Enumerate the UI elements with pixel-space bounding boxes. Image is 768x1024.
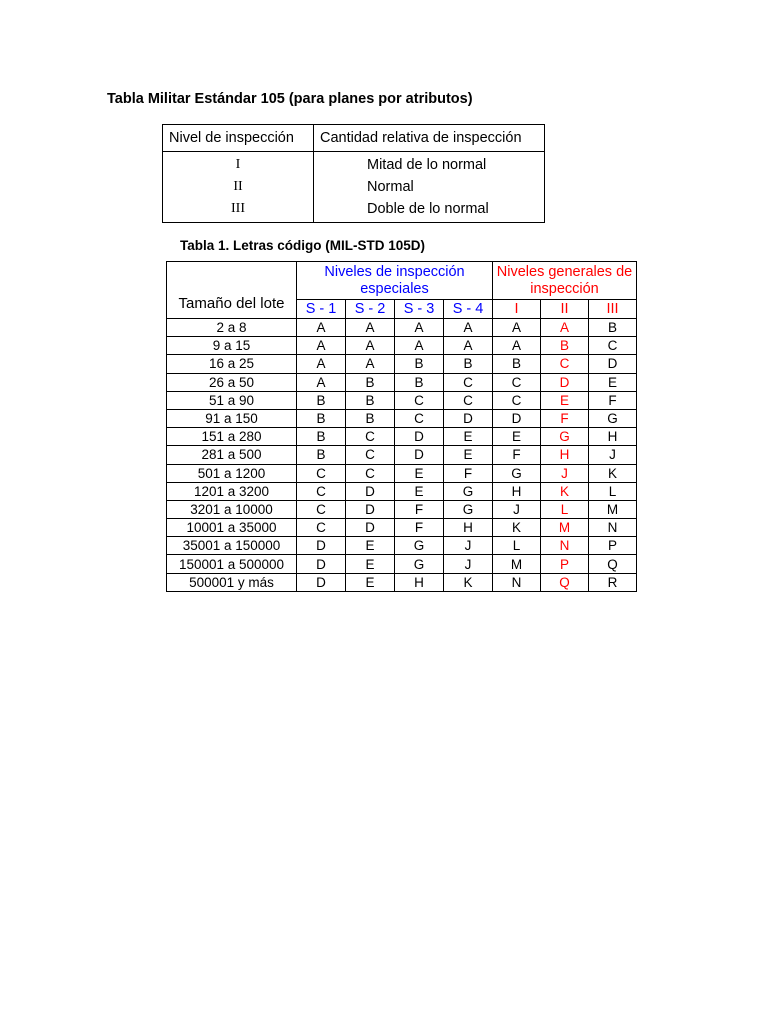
code-letter-cell: F — [589, 391, 637, 409]
general-levels-header: Niveles generales de inspección — [493, 262, 637, 300]
code-letter-cell: G — [589, 409, 637, 427]
code-letter-cell: A — [395, 319, 444, 337]
code-letter-cell: G — [444, 482, 493, 500]
code-letter-cell: F — [395, 500, 444, 518]
code-letter-cell: K — [541, 482, 589, 500]
code-letter-cell: C — [444, 373, 493, 391]
lot-size-cell: 281 a 500 — [167, 446, 297, 464]
code-letter-cell: B — [346, 409, 395, 427]
code-letter-cell: C — [444, 391, 493, 409]
amounts-cell — [314, 152, 545, 223]
code-letter-cell: C — [395, 409, 444, 427]
code-letter-cell: F — [493, 446, 541, 464]
special-level-header: S - 3 — [395, 300, 444, 319]
special-level-header: S - 2 — [346, 300, 395, 319]
table-row — [167, 409, 637, 427]
code-letter-cell: G — [541, 428, 589, 446]
level-value: I — [235, 157, 241, 172]
code-letter-cell: E — [444, 428, 493, 446]
table-row — [167, 537, 637, 555]
code-letter-cell: B — [346, 391, 395, 409]
code-letter-cell: Q — [541, 573, 589, 591]
lot-size-header: Tamaño del lote — [167, 262, 297, 319]
code-letter-cell: A — [444, 319, 493, 337]
code-letter-cell: L — [589, 482, 637, 500]
lot-size-cell: 3201 a 10000 — [167, 500, 297, 518]
code-letter-cell: A — [297, 337, 346, 355]
code-letter-cell: G — [444, 500, 493, 518]
lot-size-cell: 151 a 280 — [167, 428, 297, 446]
code-letter-cell: E — [493, 428, 541, 446]
code-letter-cell: J — [444, 555, 493, 573]
amount-value: Mitad de lo normal — [367, 157, 487, 173]
lot-size-cell: 26 a 50 — [167, 373, 297, 391]
table-row — [167, 519, 637, 537]
code-letter-cell: C — [297, 482, 346, 500]
code-letter-cell: B — [297, 446, 346, 464]
code-letter-cell: A — [395, 337, 444, 355]
amount-value: Normal — [367, 179, 414, 195]
code-letter-cell: B — [493, 355, 541, 373]
amount-value: Doble de lo normal — [367, 201, 489, 217]
code-letter-cell: D — [297, 555, 346, 573]
code-letter-cell: A — [444, 337, 493, 355]
lot-size-cell: 9 a 15 — [167, 337, 297, 355]
code-letter-cell: R — [589, 573, 637, 591]
code-letter-cell: H — [395, 573, 444, 591]
code-letter-cell: E — [395, 464, 444, 482]
code-letter-cell: H — [444, 519, 493, 537]
lot-size-cell: 500001 y más — [167, 573, 297, 591]
code-letter-cell: K — [589, 464, 637, 482]
special-levels-header: Niveles de inspección especiales — [297, 262, 493, 300]
lot-size-cell: 91 a 150 — [167, 409, 297, 427]
code-letter-cell: C — [493, 373, 541, 391]
table-row — [167, 355, 637, 373]
code-letter-cell: M — [589, 500, 637, 518]
table-row — [167, 428, 637, 446]
code-letter-cell: A — [297, 319, 346, 337]
code-letter-cell: C — [297, 519, 346, 537]
code-letter-cell: B — [541, 337, 589, 355]
code-letter-cell: A — [493, 319, 541, 337]
table-row — [167, 391, 637, 409]
code-letters-table — [166, 261, 637, 592]
code-letter-cell: D — [346, 482, 395, 500]
code-letter-cell: C — [395, 391, 444, 409]
table-row — [167, 337, 637, 355]
code-letter-cell: J — [493, 500, 541, 518]
table-row — [167, 464, 637, 482]
code-letter-cell: E — [346, 555, 395, 573]
table-header-row — [163, 125, 545, 152]
code-letter-cell: C — [346, 446, 395, 464]
lot-size-cell: 51 a 90 — [167, 391, 297, 409]
code-letter-cell: F — [395, 519, 444, 537]
table-row — [167, 482, 637, 500]
code-letter-cell: J — [589, 446, 637, 464]
code-letter-cell: M — [493, 555, 541, 573]
code-letter-cell: E — [589, 373, 637, 391]
code-letter-cell: E — [541, 391, 589, 409]
code-letter-cell: K — [493, 519, 541, 537]
level-value: II — [233, 179, 243, 194]
column-header-amount: Cantidad relativa de inspección — [314, 125, 545, 152]
table-row — [167, 555, 637, 573]
lot-size-cell: 35001 a 150000 — [167, 537, 297, 555]
code-letter-cell: B — [395, 355, 444, 373]
code-letter-cell: D — [444, 409, 493, 427]
code-letter-cell: C — [589, 337, 637, 355]
table-row — [167, 319, 637, 337]
lot-size-cell: 16 a 25 — [167, 355, 297, 373]
table-row — [167, 373, 637, 391]
inspection-level-table — [162, 124, 545, 223]
code-letter-cell: B — [444, 355, 493, 373]
code-letter-cell: A — [346, 319, 395, 337]
code-letter-cell: F — [541, 409, 589, 427]
level-value: III — [231, 201, 245, 216]
code-letter-cell: H — [589, 428, 637, 446]
lot-size-cell: 501 a 1200 — [167, 464, 297, 482]
code-letter-cell: E — [346, 573, 395, 591]
code-letter-cell: A — [297, 373, 346, 391]
code-letter-cell: J — [444, 537, 493, 555]
general-level-header: II — [541, 300, 589, 319]
general-level-header: I — [493, 300, 541, 319]
code-letter-cell: D — [395, 428, 444, 446]
code-letter-cell: E — [444, 446, 493, 464]
code-letter-cell: N — [589, 519, 637, 537]
code-letter-cell: G — [395, 555, 444, 573]
code-letter-cell: B — [395, 373, 444, 391]
code-letter-cell: D — [297, 537, 346, 555]
code-letter-cell: C — [346, 464, 395, 482]
table-body-row — [163, 152, 545, 223]
code-letter-cell: G — [493, 464, 541, 482]
code-letter-cell: A — [346, 337, 395, 355]
code-letter-cell: N — [493, 573, 541, 591]
code-letter-cell: G — [395, 537, 444, 555]
code-letter-cell: D — [589, 355, 637, 373]
code-letter-cell: A — [297, 355, 346, 373]
lot-size-cell: 2 a 8 — [167, 319, 297, 337]
code-letter-cell: E — [346, 537, 395, 555]
code-letter-cell: H — [541, 446, 589, 464]
code-letter-cell: D — [346, 500, 395, 518]
document-title: Tabla Militar Estándar 105 (para planes por atributos) — [107, 91, 473, 107]
code-letter-cell: D — [297, 573, 346, 591]
code-letter-cell: Q — [589, 555, 637, 573]
code-letter-cell: B — [297, 428, 346, 446]
lot-size-cell: 150001 a 500000 — [167, 555, 297, 573]
code-letter-cell: L — [493, 537, 541, 555]
code-letter-cell: B — [589, 319, 637, 337]
code-letter-cell: D — [346, 519, 395, 537]
column-header-level: Nivel de inspección — [163, 125, 314, 152]
code-letter-cell: C — [297, 464, 346, 482]
general-level-header: III — [589, 300, 637, 319]
code-letter-cell: D — [493, 409, 541, 427]
special-level-header: S - 1 — [297, 300, 346, 319]
code-letter-cell: F — [444, 464, 493, 482]
code-letter-cell: B — [346, 373, 395, 391]
code-letter-cell: C — [493, 391, 541, 409]
code-letter-cell: M — [541, 519, 589, 537]
special-level-header: S - 4 — [444, 300, 493, 319]
code-letter-cell: L — [541, 500, 589, 518]
lot-size-cell: 10001 a 35000 — [167, 519, 297, 537]
code-letter-cell: A — [346, 355, 395, 373]
code-letter-cell: J — [541, 464, 589, 482]
code-letter-cell: D — [395, 446, 444, 464]
code-letter-cell: A — [493, 337, 541, 355]
group-header-row — [167, 262, 637, 300]
code-letter-cell: C — [346, 428, 395, 446]
levels-cell — [163, 152, 314, 223]
code-letter-cell: B — [297, 391, 346, 409]
table-row — [167, 446, 637, 464]
code-letter-cell: P — [541, 555, 589, 573]
code-letter-cell: C — [541, 355, 589, 373]
code-letter-cell: A — [541, 319, 589, 337]
code-letter-cell: H — [493, 482, 541, 500]
code-letter-cell: N — [541, 537, 589, 555]
code-letter-cell: E — [395, 482, 444, 500]
table-caption: Tabla 1. Letras código (MIL-STD 105D) — [180, 238, 426, 253]
table-row — [167, 500, 637, 518]
table-row — [167, 573, 637, 591]
code-letter-cell: D — [541, 373, 589, 391]
code-letter-cell: B — [297, 409, 346, 427]
code-letter-cell: P — [589, 537, 637, 555]
code-letter-cell: K — [444, 573, 493, 591]
code-letters-body — [167, 319, 637, 592]
code-letter-cell: C — [297, 500, 346, 518]
lot-size-cell: 1201 a 3200 — [167, 482, 297, 500]
